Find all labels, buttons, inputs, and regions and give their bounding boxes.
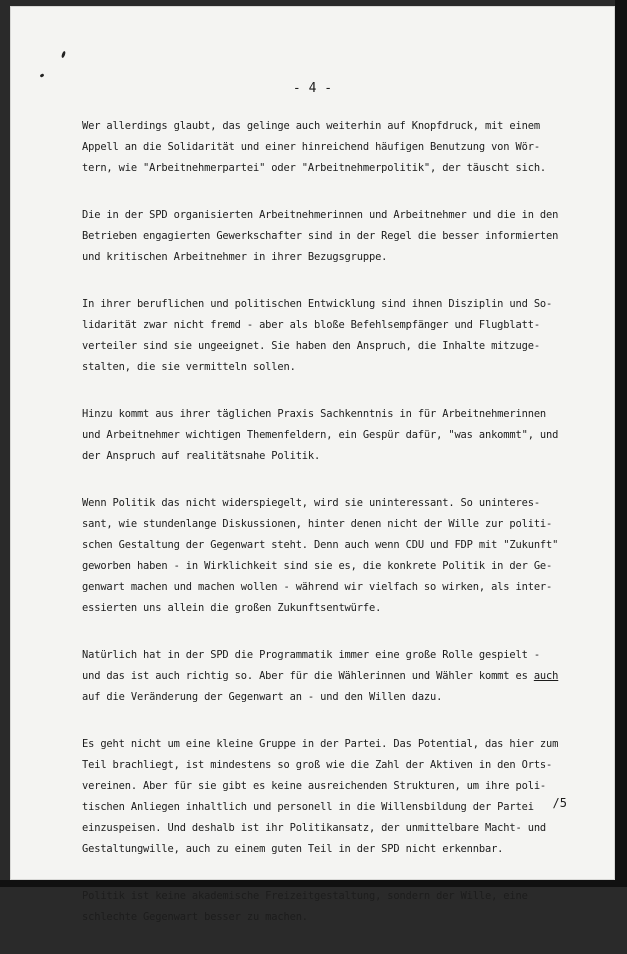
text-line: Wenn Politik das nicht widerspiegelt, wird sie uninteressant. So uninteres- <box>82 497 540 509</box>
continuation-marker: /5 <box>552 796 567 810</box>
document-page <box>10 6 615 923</box>
text-line: tischen Anliegen inhaltlich und personell in die Willensbildung der Partei <box>82 801 534 813</box>
text-line: Die in der SPD organisierten Arbeitnehmerinnen und Arbeitnehmer und die in den <box>82 209 559 221</box>
paragraph <box>82 493 557 619</box>
page-number: - 4 - <box>292 81 333 96</box>
scan-border-right <box>615 0 627 887</box>
text-line: In ihrer beruflichen und politischen Entwicklung sind ihnen Disziplin und So- <box>82 298 553 310</box>
text-line: Hinzu kommt aus ihrer täglichen Praxis Sachkenntnis in für Arbeitnehmerinnen <box>82 408 547 420</box>
paragraph <box>82 886 557 928</box>
text-line: Appell an die Solidarität und einer hinreichend häufigen Benutzung von Wör- <box>82 141 540 153</box>
body-text <box>82 116 557 954</box>
paragraph <box>82 205 557 268</box>
text-line: schen Gestaltung der Gegenwart steht. Denn auch wenn CDU und FDP mit "Zukunft" <box>82 539 559 551</box>
text-line: vereinen. Aber für sie gibt es keine ausreichenden Strukturen, um ihre poli- <box>82 780 547 792</box>
paragraph <box>82 734 557 860</box>
text-line: verteiler sind sie ungeeignet. Sie haben den Anspruch, die Inhalte mitzuge- <box>82 340 540 352</box>
text-line: sant, wie stundenlange Diskussionen, hinter denen nicht der Wille zur politi- <box>82 518 553 530</box>
text-line: auf die Veränderung der Gegenwart an - und den Willen dazu. <box>82 691 443 703</box>
text-line: Wer allerdings glaubt, das gelinge auch weiterhin auf Knopfdruck, mit einem <box>82 120 540 132</box>
text-line: Es geht nicht um eine kleine Gruppe in der Partei. Das Potential, das hier zum <box>82 738 559 750</box>
underlined-word: auch <box>533 670 559 682</box>
scan-speck <box>61 51 66 59</box>
text-line: einzuspeisen. Und deshalb ist ihr Politikansatz, der unmittelbare Macht- und <box>82 822 547 834</box>
scan-speck <box>40 73 45 78</box>
text-line: stalten, die sie vermitteln sollen. <box>82 361 296 373</box>
text-line: der Anspruch auf realitätsnahe Politik. <box>82 450 321 462</box>
text-line: Gestaltungwille, auch zu einem guten Teil in der SPD nicht erkennbar. <box>82 843 504 855</box>
paragraph <box>82 404 557 467</box>
text-line: tern, wie "Arbeitnehmerpartei" oder "Arbeitnehmerpolitik", der täuscht sich. <box>82 162 547 174</box>
paragraph <box>82 116 557 179</box>
text-line: Teil brachliegt, ist mindestens so groß wie die Zahl der Aktiven in den Orts- <box>82 759 553 771</box>
text-fragment: und das ist auch richtig so. Aber für die Wählerinnen und Wähler kommt es <box>82 670 534 682</box>
scan-border-bottom <box>0 880 627 887</box>
text-line <box>82 666 557 687</box>
text-line: schlechte Gegenwart besser zu machen. <box>82 911 308 923</box>
text-line: essierten uns allein die großen Zukunftsentwürfe. <box>82 602 382 614</box>
text-line: lidarität zwar nicht fremd - aber als bloße Befehlsempfänger und Flugblatt- <box>82 319 540 331</box>
text-line: Politik ist keine akademische Freizeitgestaltung, sondern der Wille, eine <box>82 890 528 902</box>
text-line: Betrieben engagierten Gewerkschafter sind in der Regel die besser informierten <box>82 230 559 242</box>
text-line: und Arbeitnehmer wichtigen Themenfeldern, ein Gespür dafür, "was ankommt", und <box>82 429 559 441</box>
text-line: genwart machen und machen wollen - während wir vielfach so wirken, als inter- <box>82 581 553 593</box>
text-line: Natürlich hat in der SPD die Programmatik immer eine große Rolle gespielt - <box>82 649 540 661</box>
text-line: und kritischen Arbeitnehmer in ihrer Bezugsgruppe. <box>82 251 388 263</box>
text-line: geworben haben - in Wirklichkeit sind sie es, die konkrete Politik in der Ge- <box>82 560 553 572</box>
paragraph <box>82 645 557 708</box>
paragraph <box>82 294 557 378</box>
